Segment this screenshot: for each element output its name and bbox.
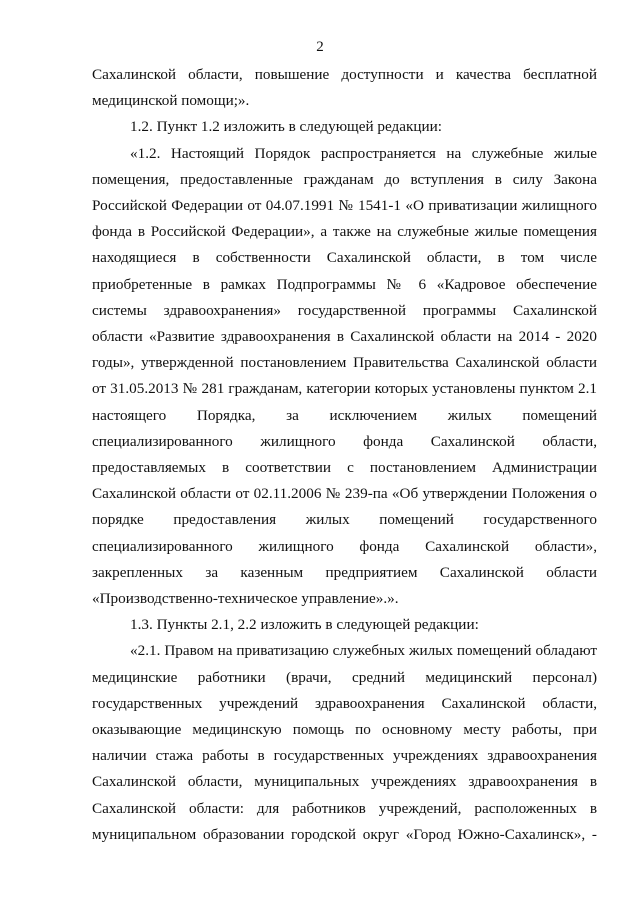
paragraph-clause-1-2: «1.2. Настоящий Порядок распространяется на служебные жилые помещения, предоставленные гражданам до вступления в силу Закона Российской Федерации от 04.07.1991 № 1541-1 «О приватизации жилищного фонда в Российской Федерации», а также на служебные жилые помещения находящиеся в собственности Сахалинской области, в том числе приобретенные в рамках Подпрограммы № 6 «Кадровое обеспечение системы здравоохранения» государственной программы Сахалинской области «Развитие здравоохранения в Сахалинской области на 2014 - 2020 годы», утвержденной постановлением Правительства Сахалинской области от 31.05.2013 № 281 гражданам, категории которых установлены пунктом 2.1 настоящего Порядка, за исключением жилых помещений специализированного жилищного фонда Сахалинской области, предоставляемых в соответствии с постановлением Администрации Сахалинской области от 02.11.2006 № 239-па «Об утверждении Положения о порядке предоставления жилых помещений государственного специализированного жилищного фонда Сахалинской области», закрепленных за казенным предприятием Сахалинской области «Производственно-техническое управление».». (92, 144, 597, 608)
paragraph-amendment-1-2-intro: 1.2. Пункт 1.2 изложить в следующей редакции: (130, 118, 443, 136)
paragraph-continuation: Сахалинской области, повышение доступности и качества бесплатной медицинской помощи;». (92, 66, 597, 110)
paragraph-clause-2-1: «2.1. Правом на приватизацию служебных жилых помещений обладают медицинские работники (врачи, средний медицинский персонал) государственных учреждений здравоохранения Сахалинской области, оказывающие медицинскую помощь по основному месту работы, при наличии стажа работы в государственных учреждениях здравоохранения Сахалинской области, муниципальных учреждениях здравоохранения в Сахалинской области: для работников учреждений, расположенных в муниципальном образовании городской округ «Город Южно-Сахалинск», - (92, 642, 597, 843)
page-number: 2 (316, 39, 324, 55)
document-body (92, 62, 597, 848)
paragraph-amendment-1-3-intro: 1.3. Пункты 2.1, 2.2 изложить в следующей редакции: (130, 616, 479, 634)
